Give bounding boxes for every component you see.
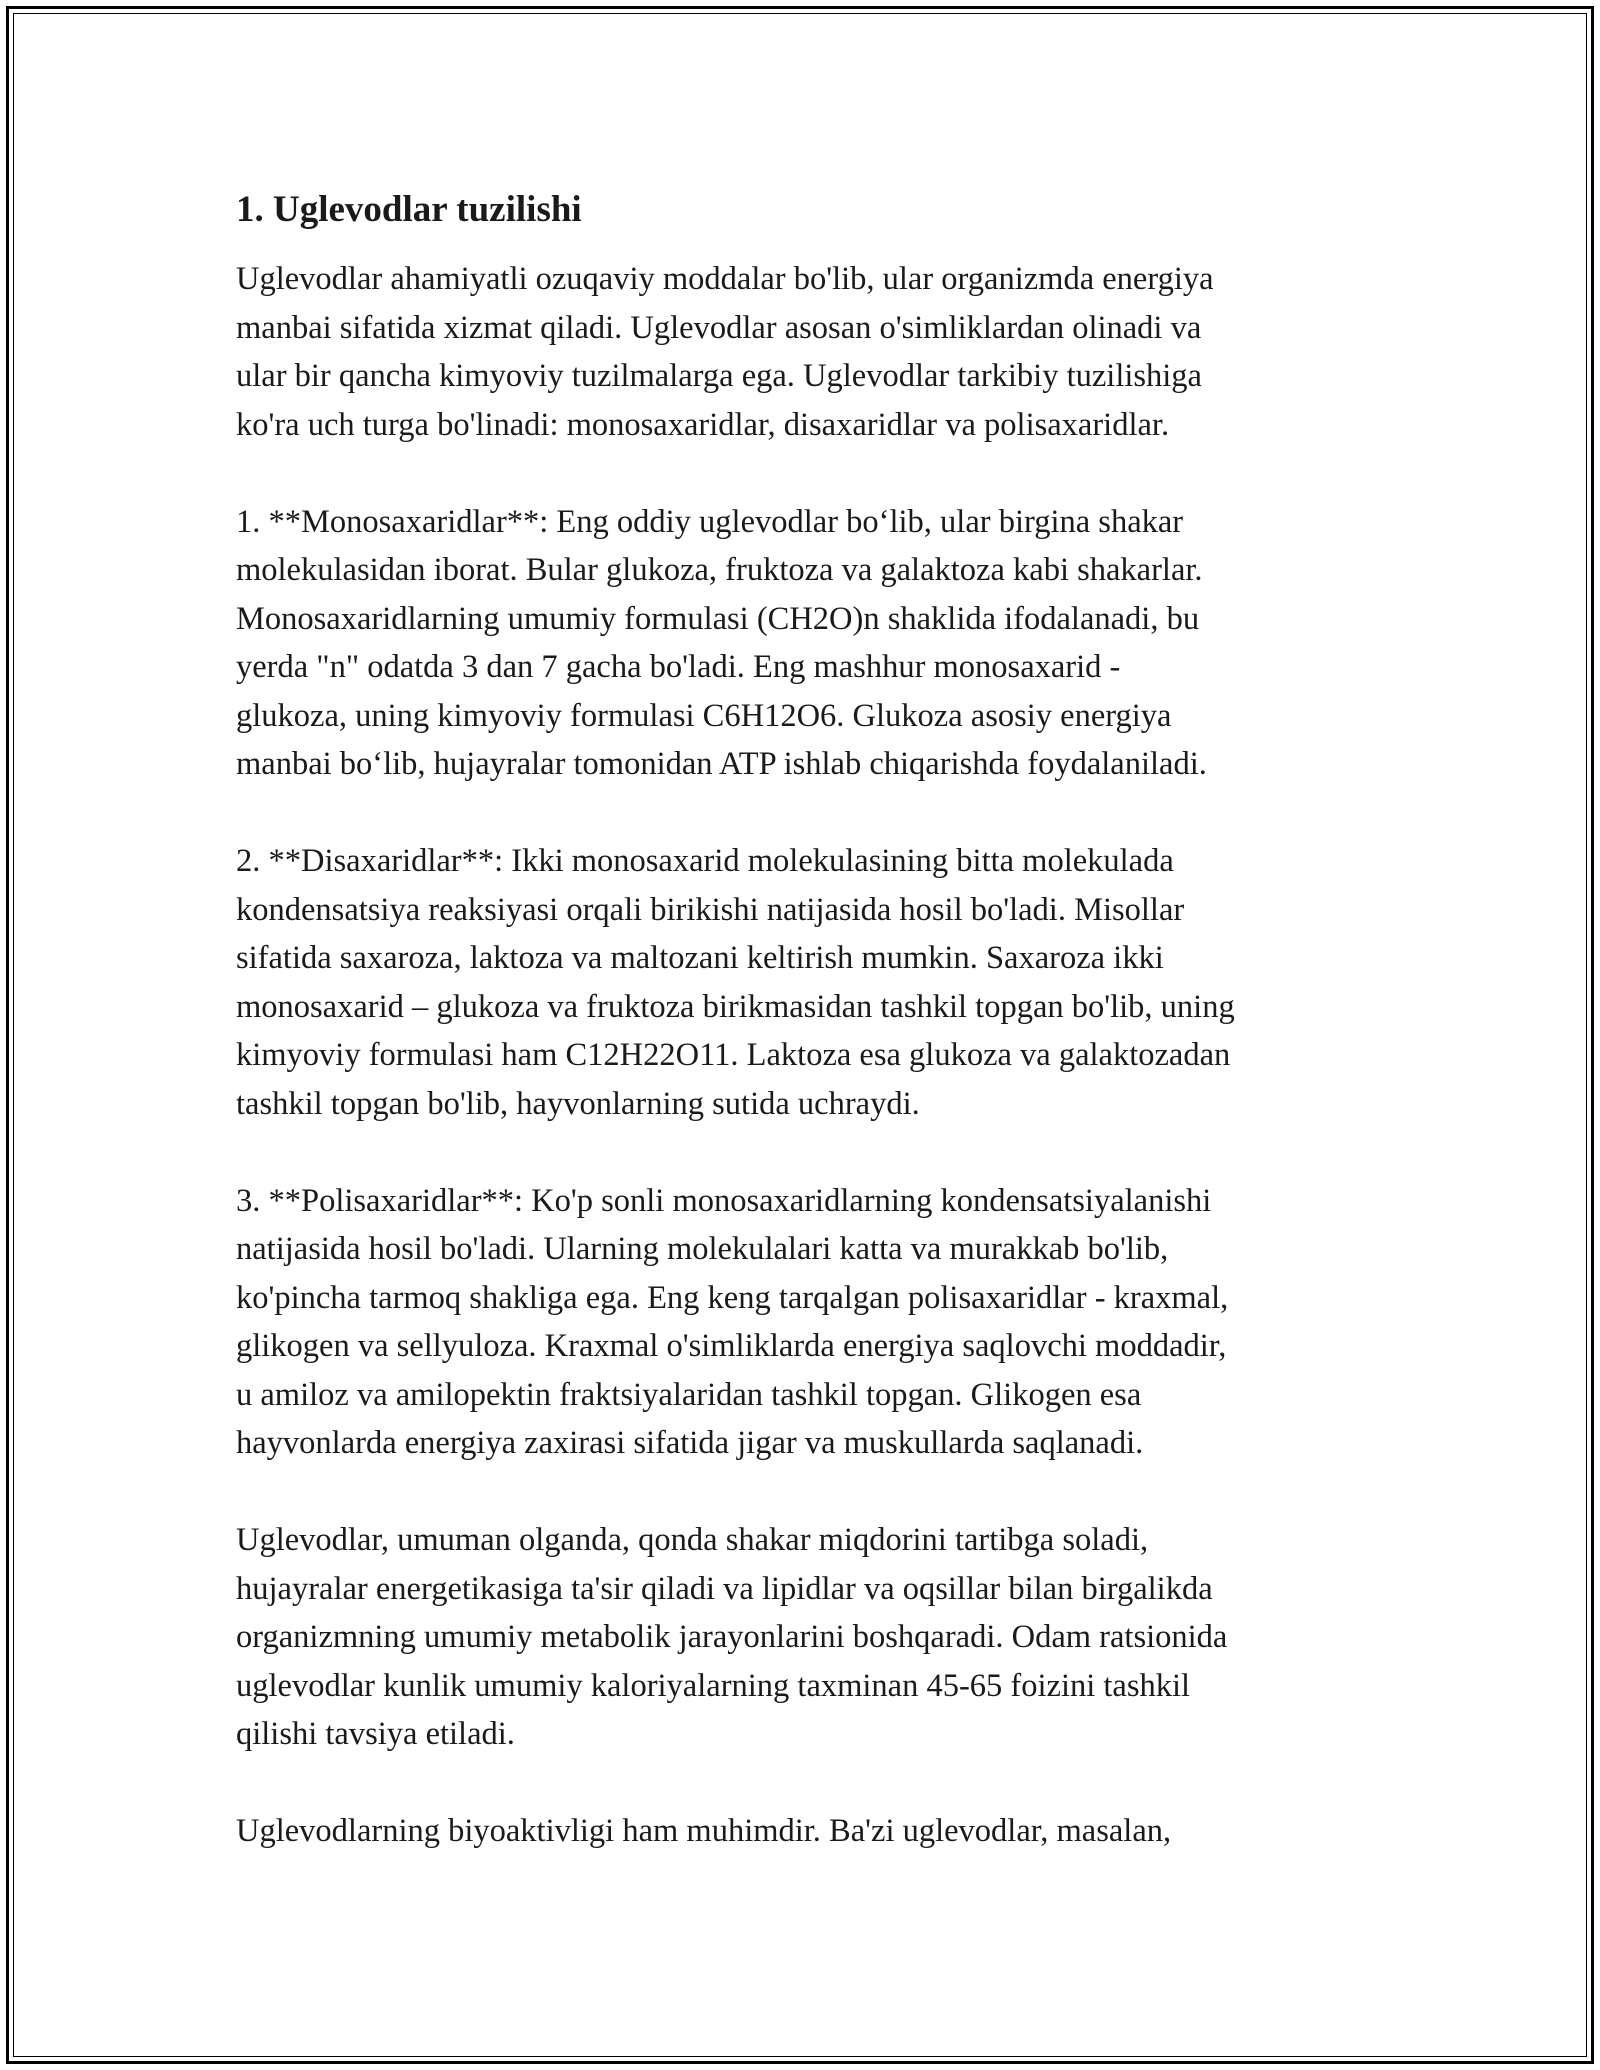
paragraph-bioactivity: Uglevodlarning biyoaktivligi ham muhimdir. Ba'zi uglevodlar, masalan,: [236, 1813, 1172, 1849]
section-heading: 1. Uglevodlar tuzilishi: [236, 189, 582, 230]
paragraph-intro: Uglevodlar ahamiyatli ozuqaviy moddalar bo'lib, ular organizmda energiya manbai sifatida xizmat qiladi. Uglevodlar asosan o'simliklardan olinadi va ular bir qancha kimyoviy tuzilmalarga ega. Uglevodlar tarkibiy tuzilishiga ko'ra uch turga bo'linadi: monosaxaridlar, disaxaridlar va polisaxaridlar.: [236, 261, 1214, 443]
paragraph-summary: Uglevodlar, umuman olganda, qonda shakar miqdorini tartibga soladi, hujayralar energetikasiga ta'sir qiladi va lipidlar va oqsillar bilan birgalikda organizmning umumiy metabolik jarayonlarini boshqaradi. Odam ratsionida uglevodlar kunlik umumiy kaloriyalarning taxminan 45-65 foizini tashkil qilishi tavsiya etiladi.: [236, 1522, 1228, 1752]
paragraph-monosaccharides: 1. **Monosaxaridlar**: Eng oddiy uglevodlar bo‘lib, ular birgina shakar molekulasidan iborat. Bular glukoza, fruktoza va galaktoza kabi shakarlar. Monosaxaridlarning umumiy formulasi (CH2O)n shaklida ifodalanadi, bu yerda "n" odatda 3 dan 7 gacha bo'ladi. Eng mashhur monosaxarid - glukoza, uning kimyoviy formulasi C6H12O6. Glukoza asosiy energiya manbai bo‘lib, hujayralar tomonidan ATP ishlab chiqarishda foydalaniladi.: [236, 503, 1207, 782]
document-body: [236, 186, 1386, 1904]
paragraph-polysaccharides: 3. **Polisaxaridlar**: Ko'p sonli monosaxaridlarning kondensatsiyalanishi natijasida hosil bo'ladi. Ularning molekulalari katta va murakkab bo'lib, ko'pincha tarmoq shakliga ega. Eng keng tarqalgan polisaxaridlar - kraxmal, glikogen va sellyuloza. Kraxmal o'simliklarda energiya saqlovchi moddadir, u amiloz va amilopektin fraktsiyalaridan tashkil topgan. Glikogen esa hayvonlarda energiya zaxirasi sifatida jigar va muskullarda saqlanadi.: [236, 1182, 1229, 1461]
paragraph-disaccharides: 2. **Disaxaridlar**: Ikki monosaxarid molekulasining bitta molekulada kondensatsiya reaksiyasi orqali birikishi natijasida hosil bo'ladi. Misollar sifatida saxaroza, laktoza va maltozani keltirish mumkin. Saxaroza ikki monosaxarid – glukoza va fruktoza birikmasidan tashkil topgan bo'lib, uning kimyoviy formulasi ham C12H22O11. Laktoza esa glukoza va galaktozadan tashkil topgan bo'lib, hayvonlarning sutida uchraydi.: [236, 843, 1235, 1122]
